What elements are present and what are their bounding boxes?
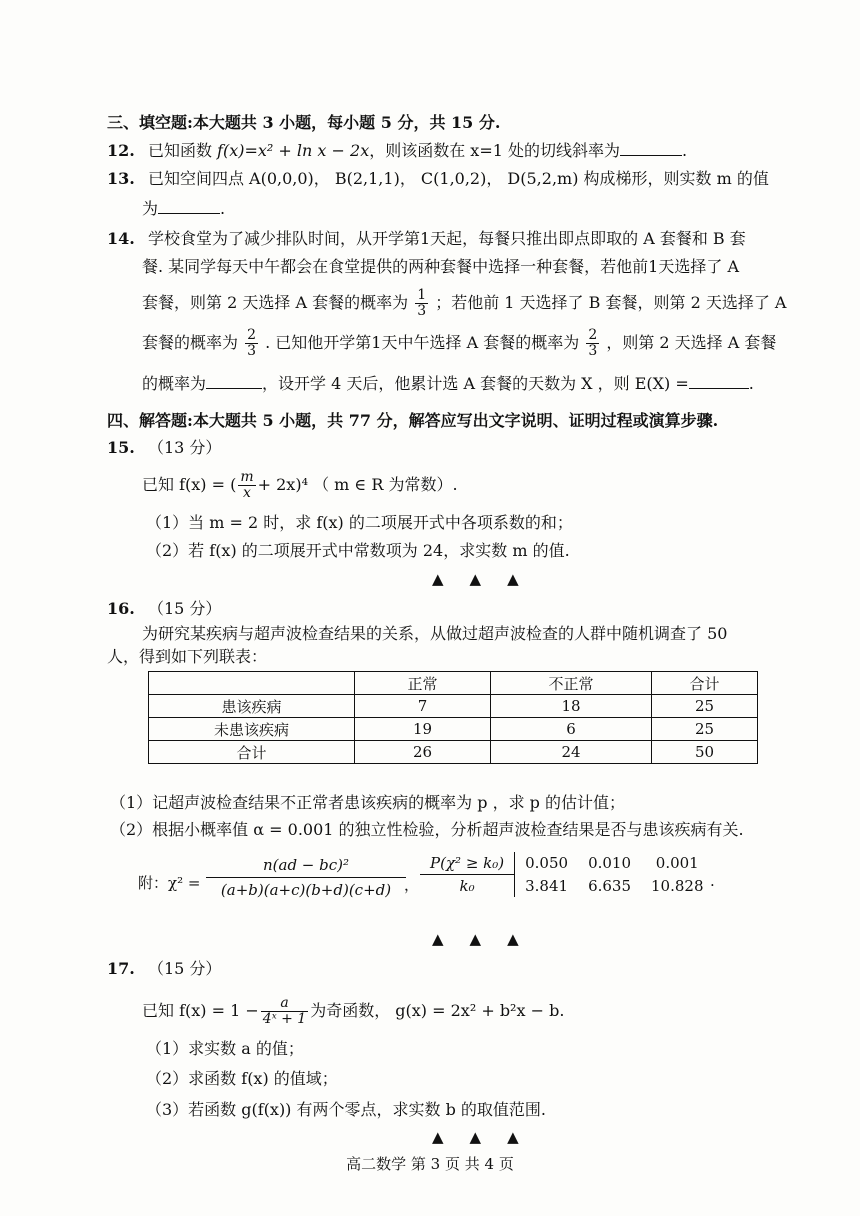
table-cell: 25 bbox=[652, 718, 758, 741]
q15-given-pre: 已知 f(x) = ( bbox=[142, 475, 237, 494]
frac-numerator: 2 bbox=[247, 327, 257, 343]
table-row bbox=[149, 695, 758, 718]
table-header-cell bbox=[149, 672, 355, 695]
frac-numerator: a bbox=[261, 996, 308, 1012]
triangle-separator-1: ▲▲▲ bbox=[432, 570, 545, 588]
q13-line2-text: 为 bbox=[142, 199, 159, 218]
q17-part3: （3）若函数 g(f(x)) 有两个零点，求实数 b 的取值范围. bbox=[146, 1100, 547, 1119]
q15-part2: （2）若 f(x) 的二项展开式中常数项为 24，求实数 m 的值. bbox=[146, 541, 570, 560]
table-cell: 未患该疾病 bbox=[149, 718, 355, 741]
q17-number: 17. bbox=[107, 959, 135, 978]
q15-given bbox=[142, 470, 458, 501]
section-4-title: 四、解答题:本大题共 5 小题，共 77 分，解答应写出文字说明、证明过程或演算步骤. bbox=[107, 411, 719, 430]
table-cell: 患该疾病 bbox=[149, 695, 355, 718]
q17-score: （15 分） bbox=[147, 959, 222, 978]
q13-line2 bbox=[142, 198, 225, 220]
crit-p-cell: 0.010 bbox=[588, 854, 632, 873]
fraction-one-third bbox=[415, 288, 428, 319]
critical-value-table bbox=[420, 852, 714, 897]
q16-score: （15 分） bbox=[147, 599, 222, 618]
question-15 bbox=[107, 437, 221, 459]
q17-given bbox=[142, 996, 564, 1027]
q14-line4a: 套餐的概率为 bbox=[142, 333, 239, 352]
crit-row-k bbox=[420, 875, 714, 898]
section-3-title: 三、填空题:本大题共 3 小题，每小题 5 分，共 15 分. bbox=[107, 113, 501, 132]
table-cell: 18 bbox=[491, 695, 652, 718]
q16-line2: 人，得到如下列联表： bbox=[107, 647, 268, 666]
q17-given-pre: 已知 f(x) = 1 − bbox=[142, 1001, 259, 1020]
frac-denominator: 3 bbox=[588, 343, 598, 359]
q14-answer-blank-1 bbox=[206, 374, 262, 389]
frac-numerator: 1 bbox=[417, 287, 427, 303]
q15-score: （13 分） bbox=[147, 438, 222, 457]
fraction-two-thirds-b bbox=[586, 328, 599, 359]
formula-comma: ， bbox=[404, 876, 420, 894]
table-row bbox=[149, 741, 758, 764]
q13-end: . bbox=[220, 199, 226, 218]
contingency-table bbox=[148, 671, 758, 764]
chi-square-label: 附：χ² = bbox=[138, 874, 201, 892]
frac-numerator: 2 bbox=[588, 327, 598, 343]
q14-line2: 餐. 某同学每天中午都会在食堂提供的两种套餐中选择一种套餐，若他前1天选择了 A bbox=[142, 257, 739, 276]
crit-p-cell: 0.001 bbox=[655, 854, 699, 873]
q14-line4 bbox=[142, 328, 776, 359]
q12-pre: 已知函数 bbox=[147, 141, 212, 160]
q14-line5 bbox=[142, 373, 754, 395]
q17-part1: （1）求实数 a 的值； bbox=[146, 1039, 304, 1058]
frac-denominator: x bbox=[243, 485, 251, 501]
q16-part1: （1）记超声波检查结果不正常者患该疾病的概率为 p ，求 p 的估计值； bbox=[110, 793, 626, 812]
q17-given-post: 为奇函数， g(x) = 2x² + b²x − b. bbox=[310, 1001, 565, 1020]
q12-answer-blank bbox=[620, 141, 682, 156]
q14-line3a: 套餐，则第 2 天选择 A 套餐的概率为 bbox=[142, 293, 409, 312]
table-cell: 24 bbox=[491, 741, 652, 764]
page-footer: 高二数学 第 3 页 共 4 页 bbox=[346, 1155, 514, 1173]
q12-number: 12. bbox=[107, 141, 135, 160]
chi-square-denominator: (a+b)(a+c)(b+d)(c+d) bbox=[220, 881, 392, 899]
q13-text: 已知空间四点 A(0,0,0)， B(2,1,1)， C(1,0,2)， D(5,2,m) 构成梯形，则实数 m 的值 bbox=[147, 169, 769, 188]
q14-line3b: ；若他前 1 天选择了 B 套餐，则第 2 天选择了 A bbox=[435, 293, 787, 312]
crit-row-p bbox=[420, 852, 714, 875]
triangle-separator-3: ▲▲▲ bbox=[432, 1128, 545, 1146]
crit-k-cell: 3.841 bbox=[525, 876, 569, 895]
q13-number: 13. bbox=[107, 169, 135, 188]
q14-answer-blank-2 bbox=[689, 374, 749, 389]
table-cell: 19 bbox=[355, 718, 491, 741]
q13-answer-blank bbox=[158, 199, 220, 214]
fraction-two-thirds bbox=[245, 328, 258, 359]
q17-part2: （2）求函数 f(x) 的值域； bbox=[146, 1069, 338, 1088]
frac-numerator: m bbox=[240, 469, 254, 485]
table-cell: 7 bbox=[355, 695, 491, 718]
q12-end: . bbox=[682, 141, 688, 160]
q16-part2: （2）根据小概率值 α = 0.001 的独立性检验，分析超声波检查结果是否与患该疾病有关. bbox=[110, 820, 744, 839]
crit-p-cell: 0.050 bbox=[525, 854, 569, 873]
q15-part1: （1）当 m = 2 时，求 f(x) 的二项展开式中各项系数的和； bbox=[146, 513, 573, 532]
table-cell: 50 bbox=[652, 741, 758, 764]
q15-number: 15. bbox=[107, 438, 135, 457]
question-14 bbox=[107, 228, 746, 250]
table-cell: 合计 bbox=[149, 741, 355, 764]
q12-function: f(x)=x² + ln x − 2x bbox=[217, 141, 370, 160]
q14-line4b: . 已知他开学第1天中午选择 A 套餐的概率为 bbox=[265, 333, 580, 352]
chi-square-formula bbox=[206, 856, 406, 899]
table-header-cell: 不正常 bbox=[491, 672, 652, 695]
q15-given-post: + 2x)⁴ （ m ∈ R 为常数）. bbox=[257, 475, 458, 494]
table-header-cell: 正常 bbox=[355, 672, 491, 695]
q12-post: ，则该函数在 x=1 处的切线斜率为 bbox=[369, 141, 621, 160]
crit-header-k: k₀ bbox=[420, 875, 515, 898]
question-13 bbox=[107, 168, 769, 190]
q14-line5c: . bbox=[748, 374, 754, 393]
table-row bbox=[149, 718, 758, 741]
fraction-a-over-4x-plus-1 bbox=[261, 996, 308, 1027]
chi-square-numerator: n(ad − bc)² bbox=[206, 856, 406, 878]
table-cell: 25 bbox=[652, 695, 758, 718]
question-17 bbox=[107, 958, 221, 980]
q16-line1: 为研究某疾病与超声波检查结果的关系，从做过超声波检查的人群中随机调查了 50 bbox=[142, 624, 728, 643]
question-16 bbox=[107, 598, 221, 620]
q14-line1: 学校食堂为了减少排队时间，从开学第1天起，每餐只推出即点即取的 A 套餐和 B 套 bbox=[147, 229, 746, 248]
table-header-cell: 合计 bbox=[652, 672, 758, 695]
q14-line3 bbox=[142, 288, 786, 319]
q16-number: 16. bbox=[107, 599, 135, 618]
triangle-separator-2: ▲▲▲ bbox=[432, 930, 545, 948]
frac-denominator: 4ˣ + 1 bbox=[262, 1011, 307, 1027]
fraction-m-over-x bbox=[238, 470, 255, 501]
q14-line5b: ，设开学 4 天后，他累计选 A 套餐的天数为 X ，则 E(X) = bbox=[262, 374, 689, 393]
q14-line5a: 的概率为 bbox=[142, 374, 207, 393]
q14-number: 14. bbox=[107, 229, 135, 248]
crit-header-p: P(χ² ≥ k₀) bbox=[420, 852, 515, 875]
table-cell: 26 bbox=[355, 741, 491, 764]
critical-value-table-wrap bbox=[420, 852, 714, 897]
formula-end: . bbox=[710, 872, 715, 890]
table-header-row bbox=[149, 672, 758, 695]
frac-denominator: 3 bbox=[417, 303, 427, 319]
question-12 bbox=[107, 140, 687, 162]
frac-denominator: 3 bbox=[247, 343, 257, 359]
crit-k-cell: 6.635 bbox=[588, 876, 632, 895]
q14-line4c: ，则第 2 天选择 A 套餐 bbox=[606, 333, 777, 352]
table-cell: 6 bbox=[491, 718, 652, 741]
crit-k-cell: 10.828 bbox=[651, 876, 704, 895]
